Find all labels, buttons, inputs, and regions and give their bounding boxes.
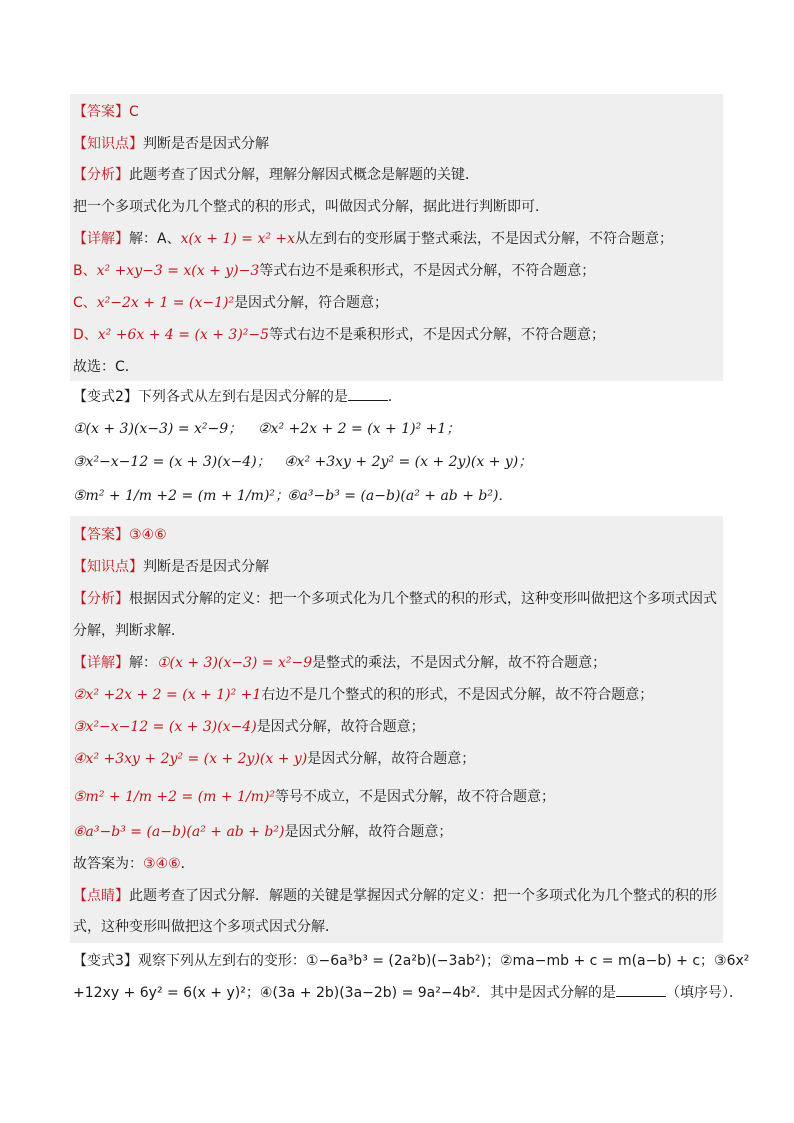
comment-line-2: [73, 918, 339, 936]
variant2-options-row1: [73, 420, 242, 438]
detail2-4-text: 是因式分解，故符合题意；: [307, 751, 476, 767]
answer-value: C: [129, 104, 139, 120]
knowledge-line-2: [73, 558, 269, 576]
final-answer-line: [73, 855, 195, 873]
detail-c-text: 是因式分解，符合题意；: [234, 295, 389, 311]
option-1: ①(x + 3)(x−3) = x²−9；: [73, 421, 243, 437]
detail-c-prefix: C、: [73, 295, 97, 311]
knowledge-tag: 【知识点】: [73, 136, 143, 152]
variant2-option-2: [258, 420, 460, 438]
final-prefix: 故答案为：: [73, 856, 143, 872]
variant2-end: ．: [387, 389, 402, 405]
answer-line-1: [73, 103, 139, 121]
variant3-text-3: （填序号）．: [666, 985, 744, 1001]
detail2-2-math: ②x² +2x + 2 = (x + 1)² +1: [73, 687, 262, 703]
option-5: ⑤m² + 1/m +2 = (m + 1/m)²；: [73, 488, 290, 504]
variant3-tag: 【变式3】: [73, 953, 138, 969]
knowledge-text-2: 判断是否是因式分解: [143, 559, 269, 575]
detail-line-a: [73, 230, 673, 248]
detail-b-math: x² +xy−3 = x(x + y)−3: [96, 263, 260, 279]
detail-line-d: [73, 326, 605, 344]
detail-d-math: x² +6x + 4 = (x + 3)²−5: [97, 327, 270, 343]
detail2-5-text: 等号不成立，不是因式分解，故不符合题意；: [275, 789, 556, 805]
analysis-text-2b: 分解，判断求解．: [73, 623, 185, 639]
detail-line-b: [73, 262, 595, 280]
variant3-line-2: [73, 984, 743, 1002]
variant2-options-row3: [73, 487, 289, 505]
answer-tag-2: 【答案】: [73, 527, 129, 543]
answer-blank-2: [616, 984, 666, 997]
detail2-line-5: [73, 788, 555, 806]
detail2-prefix: 解：: [129, 655, 157, 671]
knowledge-text: 判断是否是因式分解: [143, 136, 269, 152]
detail2-line-3: [73, 718, 425, 736]
option-6: ⑥a³−b³ = (a−b)(a² + ab + b²)．: [287, 488, 513, 504]
analysis-line-1b: [73, 198, 549, 216]
variant3-text-2: +12xy + 6y² = 6(x + y)²；④(3a + 2b)(3a−2b) = 9a²−4b²．其中是因式分解的是: [73, 985, 617, 1001]
analysis-tag: 【分析】: [73, 167, 129, 183]
detail2-1-math: ①(x + 3)(x−3) = x²−9: [157, 655, 313, 671]
variant2-option-4: [284, 453, 532, 471]
variant2-tag: 【变式2】: [73, 389, 138, 405]
analysis-tag-2: 【分析】: [73, 591, 129, 607]
option-2: ②x² +2x + 2 = (x + 1)² +1；: [258, 421, 461, 437]
detail2-1-text: 是整式的乘法，不是因式分解，故不符合题意；: [312, 655, 607, 671]
detail-tag-2: 【详解】: [73, 655, 129, 671]
comment-text: 此题考查了因式分解．解题的关键是掌握因式分解的定义：把一个多项式化为几个整式的积的形: [129, 888, 717, 904]
variant2-options-row2: [73, 453, 271, 471]
answer-blank: [348, 388, 388, 401]
analysis-line-1: [73, 166, 479, 184]
variant3-text-1: 观察下列从左到右的变形：①−6a³b³ = (2a²b)(−3ab²)；②ma−mb + c = m(a−b) + c；③6x²: [137, 953, 750, 969]
knowledge-tag-2: 【知识点】: [73, 559, 143, 575]
analysis-line-2: [73, 590, 717, 608]
detail2-line-2: [73, 686, 653, 704]
detail-c-math: x²−2x + 1 = (x−1)²: [96, 295, 235, 311]
final-answer: ③④⑥: [143, 856, 181, 872]
detail-d-prefix: D、: [73, 327, 98, 343]
choose-line-1: [73, 358, 139, 376]
variant2-option-6: [287, 487, 512, 505]
analysis-text-2: 把一个多项式化为几个整式的积的形式，叫做因式分解，据此进行判断即可．: [73, 199, 549, 215]
answer-value-2: ③④⑥: [129, 527, 167, 543]
option-3: ③x²−x−12 = (x + 3)(x−4)；: [73, 454, 271, 470]
detail-b-prefix: B、: [73, 263, 97, 279]
detail-a-prefix: 解：A、: [129, 231, 181, 247]
detail2-line-6: [73, 823, 452, 841]
analysis-text: 此题考查了因式分解，理解分解因式概念是解题的关键．: [129, 167, 479, 183]
detail-line-c: [73, 294, 388, 312]
detail2-6-text: 是因式分解，故符合题意；: [284, 824, 453, 840]
detail2-line-4: [73, 750, 475, 768]
variant3-line-1: [73, 952, 749, 970]
detail2-3-text: 是因式分解，故符合题意；: [256, 719, 425, 735]
answer-line-2: [73, 526, 167, 544]
detail2-4-math: ④x² +3xy + 2y² = (x + 2y)(x + y): [73, 751, 308, 767]
detail2-6-math: ⑥a³−b³ = (a−b)(a² + ab + b²): [73, 824, 285, 840]
analysis-line-2b: [73, 622, 185, 640]
option-4: ④x² +3xy + 2y² = (x + 2y)(x + y)；: [284, 454, 533, 470]
comment-line-1: [73, 887, 717, 905]
detail-b-text: 等式右边不是乘积形式，不是因式分解，不符合题意；: [259, 263, 596, 279]
analysis-text-2a: 根据因式分解的定义：把一个多项式化为几个整式的积的形式，这种变形叫做把这个多项式因式: [129, 591, 717, 607]
choose-text: 故选：C．: [73, 359, 139, 375]
detail-a-text: 从左到右的变形属于整式乘法，不是因式分解，不符合题意；: [295, 231, 674, 247]
detail-a-math: x(x + 1) = x² +x: [180, 231, 296, 247]
detail2-3-math: ③x²−x−12 = (x + 3)(x−4): [73, 719, 257, 735]
detail2-line-1: [73, 654, 606, 672]
knowledge-line-1: [73, 135, 269, 153]
comment-text-2: 式，这种变形叫做把这个多项式因式分解．: [73, 919, 339, 935]
detail2-5-math: ⑤m² + 1/m +2 = (m + 1/m)²: [73, 789, 276, 805]
detail2-2-text: 右边不是几个整式的积的形式，不是因式分解，故不符合题意；: [261, 687, 654, 703]
final-end: ．: [180, 856, 195, 872]
answer-tag: 【答案】: [73, 104, 129, 120]
comment-tag: 【点睛】: [73, 888, 129, 904]
variant2-question: [73, 388, 402, 406]
detail-tag: 【详解】: [73, 231, 129, 247]
variant2-question-text: 下列各式从左到右是因式分解的是: [137, 389, 348, 405]
detail-d-text: 等式右边不是乘积形式，不是因式分解，不符合题意；: [269, 327, 606, 343]
